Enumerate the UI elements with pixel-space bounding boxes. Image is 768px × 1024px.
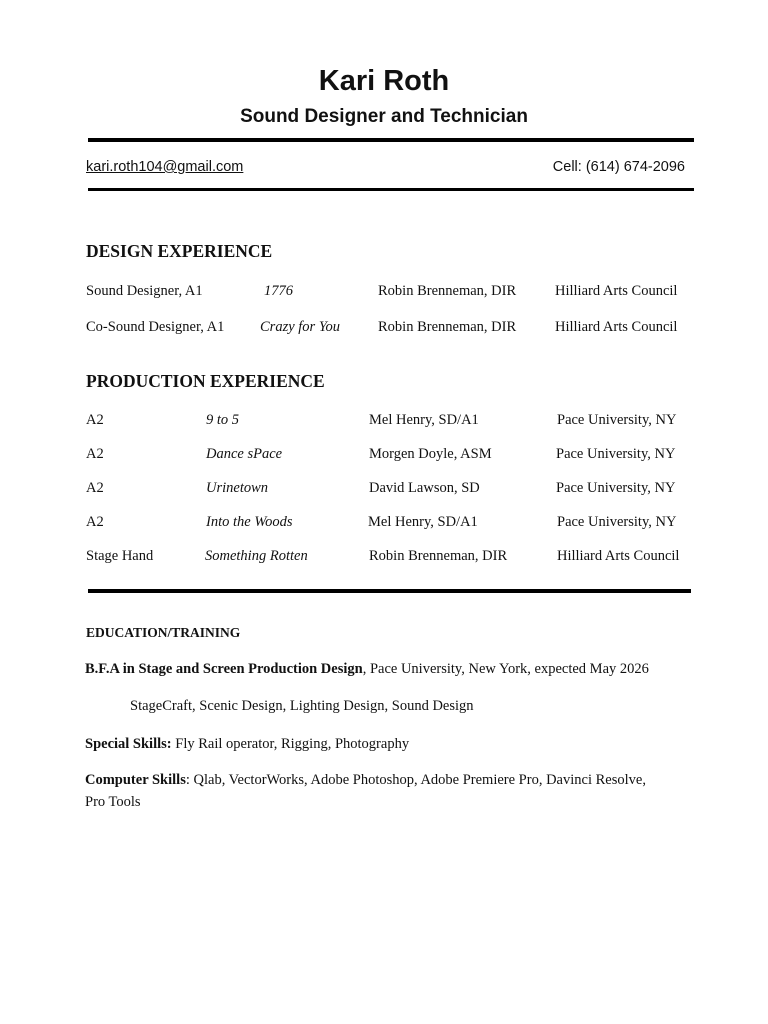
design-role: Sound Designer, A1 [86, 283, 203, 299]
design-venue: Hilliard Arts Council [555, 283, 678, 299]
section-divider [88, 589, 691, 593]
computer-skills-label: Computer Skills [85, 772, 186, 788]
production-role: Stage Hand [86, 548, 154, 564]
production-show: Something Rotten [205, 548, 308, 564]
production-contact: Mel Henry, SD/A1 [369, 412, 479, 428]
design-show: Crazy for You [260, 319, 341, 335]
header-divider-bottom [88, 188, 694, 191]
design-venue: Hilliard Arts Council [555, 319, 678, 335]
production-experience-heading: PRODUCTION EXPERIENCE [86, 371, 325, 391]
production-show: Dance sPace [206, 446, 283, 462]
production-contact: David Lawson, SD [369, 480, 480, 496]
degree-details: , Pace University, New York, expected May 2026 [362, 661, 649, 677]
production-role: A2 [86, 446, 104, 462]
production-contact: Morgen Doyle, ASM [369, 446, 492, 462]
production-contact: Robin Brenneman, DIR [369, 548, 508, 564]
design-director: Robin Brenneman, DIR [378, 319, 517, 335]
production-role: A2 [86, 514, 104, 530]
resume-name: Kari Roth [318, 65, 450, 97]
production-show: Urinetown [206, 480, 269, 496]
design-director: Robin Brenneman, DIR [378, 283, 517, 299]
special-skills-text: Fly Rail operator, Rigging, Photography [171, 736, 410, 752]
production-contact: Mel Henry, SD/A1 [368, 514, 478, 530]
production-show: 9 to 5 [206, 412, 240, 428]
computer-skills-continuation: Pro Tools [85, 794, 141, 810]
production-row [0, 546, 768, 566]
design-role: Co-Sound Designer, A1 [86, 319, 225, 335]
production-row [0, 478, 768, 498]
production-role: A2 [86, 480, 104, 496]
design-row [0, 281, 768, 301]
special-skills-line [85, 733, 409, 755]
design-experience-heading: DESIGN EXPERIENCE [86, 241, 273, 261]
education-heading: EDUCATION/TRAINING [86, 625, 241, 640]
production-venue: Hilliard Arts Council [557, 548, 680, 564]
production-venue: Pace University, NY [556, 446, 676, 462]
production-role: A2 [86, 412, 104, 428]
production-row [0, 444, 768, 464]
production-venue: Pace University, NY [557, 412, 677, 428]
special-skills-label: Special Skills: [85, 736, 172, 752]
design-row [0, 317, 768, 337]
design-show: 1776 [264, 283, 293, 299]
computer-skills-line [85, 769, 646, 791]
coursework-line: StageCraft, Scenic Design, Lighting Design, Sound Design [130, 698, 474, 714]
degree-line [85, 658, 649, 680]
cell-phone: Cell: (614) 674-2096 [552, 159, 685, 175]
production-venue: Pace University, NY [556, 480, 676, 496]
production-venue: Pace University, NY [557, 514, 677, 530]
header-divider-top [88, 138, 694, 142]
resume-title: Sound Designer and Technician [240, 106, 528, 127]
computer-skills-text: : Qlab, VectorWorks, Adobe Photoshop, Adobe Premiere Pro, Davinci Resolve, [185, 772, 646, 788]
degree-name: B.F.A in Stage and Screen Production Design [85, 661, 363, 677]
production-show: Into the Woods [206, 514, 293, 530]
production-row [0, 410, 768, 430]
production-row [0, 512, 768, 532]
email-link[interactable]: kari.roth104@gmail.com [86, 159, 244, 175]
